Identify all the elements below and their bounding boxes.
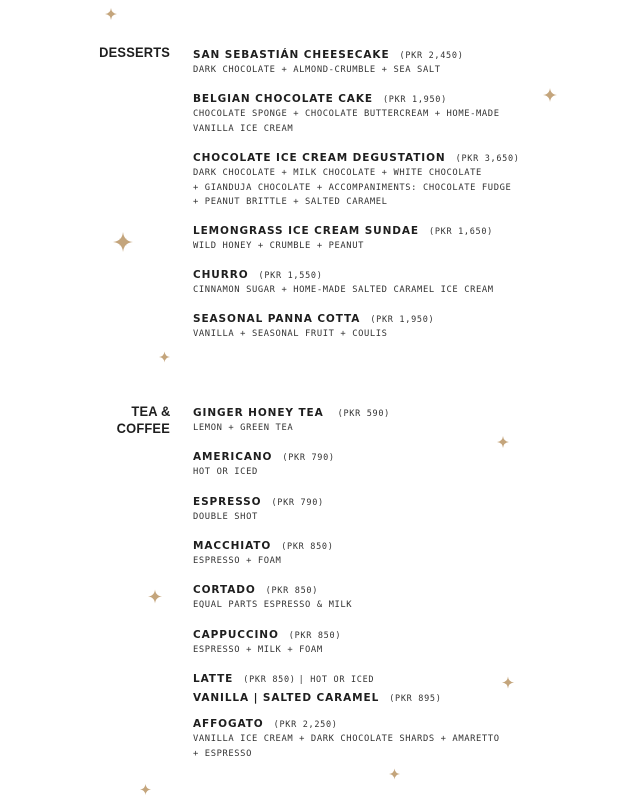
menu-item xyxy=(193,667,623,705)
item-name: CHOCOLATE ICE CREAM DEGUSTATION xyxy=(193,152,446,164)
menu-item xyxy=(193,401,623,436)
section-title-desserts: DESSERTS xyxy=(99,44,170,60)
item-name: BELGIAN CHOCOLATE CAKE xyxy=(193,93,373,105)
menu-item xyxy=(193,534,623,569)
sparkle-star-icon xyxy=(113,228,133,256)
item-price: (PKR 590) xyxy=(337,409,390,419)
item-desc: DARK CHOCOLATE + MILK CHOCOLATE + WHITE CHOCOLATE xyxy=(193,168,482,178)
menu-item xyxy=(193,146,623,210)
item-price: (PKR 850) xyxy=(243,675,296,685)
sparkle-star-icon xyxy=(148,588,162,605)
item-price: (PKR 850) xyxy=(281,542,334,552)
item-name: CORTADO xyxy=(193,584,256,596)
section-title-tea-coffee: TEA & xyxy=(130,403,170,419)
item-price: (PKR 1,650) xyxy=(429,227,493,237)
menu-item xyxy=(193,578,623,613)
item-note: | HOT OR ICED xyxy=(298,675,375,685)
item-name: GINGER HONEY TEA xyxy=(193,407,324,419)
item-desc: DOUBLE SHOT xyxy=(193,512,258,522)
item-variant-price: (PKR 895) xyxy=(389,694,442,704)
item-desc: DARK CHOCOLATE + ALMOND-CRUMBLE + SEA SALT xyxy=(193,65,441,75)
item-name: CAPPUCCINO xyxy=(193,629,279,641)
item-price: (PKR 1,950) xyxy=(370,315,435,325)
menu-item xyxy=(193,219,623,254)
sparkle-star-icon xyxy=(389,766,400,782)
item-name: AMERICANO xyxy=(193,451,273,463)
sparkle-star-icon xyxy=(105,6,117,22)
item-price: (PKR 790) xyxy=(271,498,324,508)
menu-item xyxy=(193,445,623,480)
item-price: (PKR 850) xyxy=(288,631,342,641)
item-name: LEMONGRASS ICE CREAM SUNDAE xyxy=(193,225,419,237)
item-desc: VANILLA ICE CREAM xyxy=(193,123,294,134)
item-desc: HOT OR ICED xyxy=(193,467,258,477)
item-name: SAN SEBASTIÁN CHEESECAKE xyxy=(193,49,390,61)
item-name: ESPRESSO xyxy=(193,496,262,508)
item-name: MACCHIATO xyxy=(193,540,272,552)
item-price: (PKR 850) xyxy=(265,586,319,596)
item-desc: CINNAMON SUGAR + HOME-MADE SALTED CARAMEL ICE CREAM xyxy=(193,285,494,295)
menu-item xyxy=(193,87,623,136)
sparkle-star-icon xyxy=(140,782,151,797)
item-price: (PKR 1,550) xyxy=(258,271,323,281)
item-name: AFFOGATO xyxy=(193,718,264,730)
item-desc: VANILLA ICE CREAM + DARK CHOCOLATE SHARDS + AMARETTO xyxy=(193,734,500,744)
item-variant-name: VANILLA | SALTED CARAMEL xyxy=(193,692,380,704)
item-desc: ESPRESSO + FOAM xyxy=(193,556,282,566)
menu-item xyxy=(193,263,623,298)
item-desc: ESPRESSO + MILK + FOAM xyxy=(193,645,323,655)
item-price: (PKR 1,950) xyxy=(382,95,447,105)
item-price: (PKR 2,250) xyxy=(273,720,338,730)
menu-item xyxy=(193,623,623,658)
section-title-tea-coffee-line2: COFFEE xyxy=(116,420,170,436)
item-desc: VANILLA + SEASONAL FRUIT + COULIS xyxy=(193,329,388,339)
item-name: CHURRO xyxy=(193,269,249,281)
menu-item xyxy=(193,307,623,342)
item-price: (PKR 3,650) xyxy=(455,154,520,164)
item-desc: + PEANUT BRITTLE + SALTED CARAMEL xyxy=(193,197,388,207)
menu-item xyxy=(193,712,623,761)
item-name: LATTE xyxy=(193,673,234,685)
item-desc: WILD HONEY + CRUMBLE + PEANUT xyxy=(193,241,364,251)
item-name: SEASONAL PANNA COTTA xyxy=(193,313,361,325)
item-desc: + ESPRESSO xyxy=(193,748,252,759)
item-desc: CHOCOLATE SPONGE + CHOCOLATE BUTTERCREAM + HOME-MADE xyxy=(193,109,500,119)
item-desc: + GIANDUJA CHOCOLATE + ACCOMPANIMENTS: CHOCOLATE FUDGE xyxy=(193,182,512,193)
menu-item xyxy=(193,490,623,525)
sparkle-star-icon xyxy=(159,349,170,365)
item-desc: EQUAL PARTS ESPRESSO & MILK xyxy=(193,600,353,610)
item-desc: LEMON + GREEN TEA xyxy=(193,423,294,433)
item-price: (PKR 2,450) xyxy=(399,51,464,61)
item-price: (PKR 790) xyxy=(282,453,335,463)
menu-item xyxy=(193,43,623,78)
